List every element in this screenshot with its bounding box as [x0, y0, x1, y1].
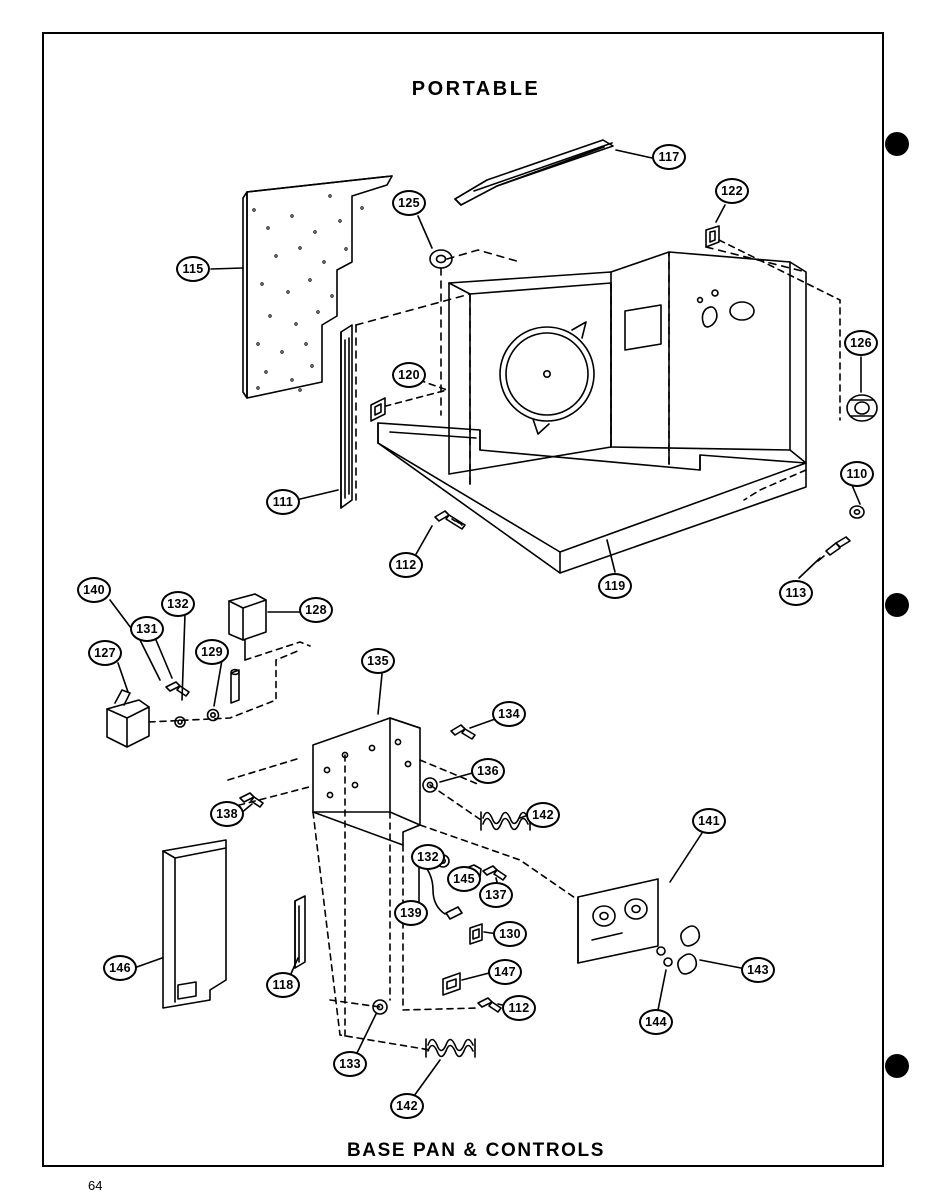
- callout-115[interactable]: 115: [176, 256, 210, 282]
- callout-142[interactable]: 142: [526, 802, 560, 828]
- callout-143[interactable]: 143: [741, 957, 775, 983]
- callout-112[interactable]: 112: [502, 995, 536, 1021]
- callout-144[interactable]: 144: [639, 1009, 673, 1035]
- callout-122[interactable]: 122: [715, 178, 749, 204]
- callout-133[interactable]: 133: [333, 1051, 367, 1077]
- callout-135[interactable]: 135: [361, 648, 395, 674]
- callout-134[interactable]: 134: [492, 701, 526, 727]
- binder-hole-2: [885, 593, 909, 617]
- callout-147[interactable]: 147: [488, 959, 522, 985]
- callout-120[interactable]: 120: [392, 362, 426, 388]
- callout-119[interactable]: 119: [598, 573, 632, 599]
- callout-139[interactable]: 139: [394, 900, 428, 926]
- callout-127[interactable]: 127: [88, 640, 122, 666]
- callout-118[interactable]: 118: [266, 972, 300, 998]
- callout-142[interactable]: 142: [390, 1093, 424, 1119]
- page-number: 64: [88, 1178, 103, 1193]
- binder-hole-3: [885, 1054, 909, 1078]
- callout-132[interactable]: 132: [411, 844, 445, 870]
- callout-112[interactable]: 112: [389, 552, 423, 578]
- callout-128[interactable]: 128: [299, 597, 333, 623]
- callout-111[interactable]: 111: [266, 489, 300, 515]
- callout-126[interactable]: 126: [844, 330, 878, 356]
- callout-125[interactable]: 125: [392, 190, 426, 216]
- diagram-caption: BASE PAN & CONTROLS: [346, 1140, 606, 1161]
- callout-141[interactable]: 141: [692, 808, 726, 834]
- callout-129[interactable]: 129: [195, 639, 229, 665]
- callout-138[interactable]: 138: [210, 801, 244, 827]
- callout-117[interactable]: 117: [652, 144, 686, 170]
- callout-136[interactable]: 136: [471, 758, 505, 784]
- callout-130[interactable]: 130: [493, 921, 527, 947]
- page-title: PORTABLE: [411, 78, 541, 100]
- callout-132[interactable]: 132: [161, 591, 195, 617]
- binder-hole-1: [885, 132, 909, 156]
- callout-137[interactable]: 137: [479, 882, 513, 908]
- callout-146[interactable]: 146: [103, 955, 137, 981]
- callout-145[interactable]: 145: [447, 866, 481, 892]
- callout-113[interactable]: 113: [779, 580, 813, 606]
- callout-131[interactable]: 131: [130, 616, 164, 642]
- callout-140[interactable]: 140: [77, 577, 111, 603]
- callout-110[interactable]: 110: [840, 461, 874, 487]
